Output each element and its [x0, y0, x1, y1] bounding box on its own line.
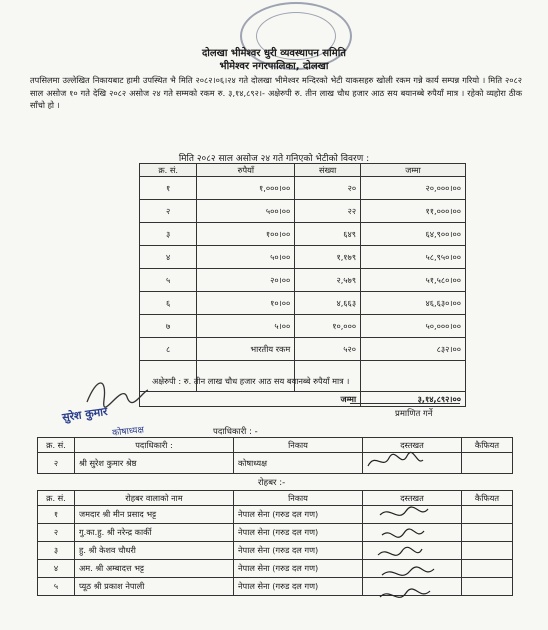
- amount-cell: ४६,६३०।००: [361, 292, 466, 315]
- count-cell: १०,०००: [295, 315, 361, 338]
- col-signature-header: दस्तखत: [363, 438, 462, 453]
- collection-table-title: मिति २०८२ साल असोज २४ गते गनिएको भेटीको विवरण :: [178, 154, 370, 164]
- officials-table: [37, 437, 513, 474]
- officials-heading: पदाधिकारी : -: [213, 427, 258, 437]
- handwritten-signature-icon: [365, 450, 425, 472]
- witness-name-cell: हु. श्री केशव चौधरी: [75, 542, 234, 560]
- remarks-cell: [462, 524, 513, 542]
- sn-cell: ४: [38, 560, 75, 578]
- sn-cell: २: [38, 453, 75, 474]
- total-row: [140, 392, 466, 407]
- body-cell: कोषाध्यक्ष: [234, 453, 363, 474]
- amount-cell: ८३२।००: [361, 338, 466, 361]
- witness-name-cell: गु.का.हु. श्री नरेन्द्र कार्की: [75, 524, 234, 542]
- total-label: जम्मा: [140, 392, 361, 407]
- body-cell: नेपाल सेना (गरुड दल गण): [234, 542, 363, 560]
- signatory-name: सुरेश कुमार: [61, 404, 109, 425]
- sn-cell: ६: [140, 292, 197, 315]
- col-witness-name-header: रोहबर वालाको नाम: [75, 491, 234, 506]
- witness-heading: रोहबर :-: [258, 478, 286, 488]
- body-cell: नेपाल सेना (गरुड दल गण): [234, 524, 363, 542]
- denomination-cell: १०।००: [197, 292, 295, 315]
- sn-cell: २: [140, 200, 197, 223]
- denomination-cell: भारतीय रकम: [197, 338, 295, 361]
- table-header-row: [38, 438, 513, 453]
- col-denomination-header: रुपैयाँ: [197, 164, 295, 177]
- intro-paragraph: तपसिलमा उल्लेखित निकायबाट हामी उपस्थित भै मिति २०८२।०६।२४ गते दोलखा भीमेश्वर मन्दिरको भेटी याकसहरु खोली रकम गन्ने कार्य सम्पन्न गरियो । मिति २०८२ साल असोज १० गते देखि २०८२ असोज २४ गते सम्मको रकम रु. ३,१४,८९२।- अक्षेरुपी रु. तीन लाख चौध हजार आठ सय बयानब्बे रुपैयाँ मात्र । रहेको व्यहोरा ठीक साँचो हो ।: [30, 75, 522, 110]
- table-row: [38, 453, 513, 474]
- sn-cell: ५: [140, 269, 197, 292]
- signatory-role: कोषाध्यक्ष: [111, 425, 145, 439]
- col-sn-header: क्र. सं.: [38, 438, 75, 453]
- amount-cell: ११,०००।००: [361, 200, 466, 223]
- sn-cell: २: [38, 524, 75, 542]
- sn-cell: ७: [140, 315, 197, 338]
- signature-line: [350, 403, 460, 404]
- denomination-cell: १००।००: [197, 223, 295, 246]
- total-value: ३,१४,८९२।००: [361, 392, 466, 407]
- col-body-header: निकाय: [234, 491, 363, 506]
- amount-cell: ६४,९००।००: [361, 223, 466, 246]
- body-cell: नेपाल सेना (गरुड दल गण): [234, 506, 363, 524]
- amount-in-words: अक्षेरुपी : रु. तीन लाख चौध हजार आठ सय बयानब्बे रुपैयाँ मात्र ।: [152, 376, 350, 386]
- col-sn-header: क्र. सं.: [140, 164, 197, 177]
- remarks-cell: [462, 542, 513, 560]
- sn-cell: १: [140, 177, 197, 200]
- sn-cell: ३: [38, 542, 75, 560]
- remarks-cell: [462, 506, 513, 524]
- denomination-cell: ५।००: [197, 315, 295, 338]
- table-row: [140, 292, 466, 315]
- count-cell: ४,६६३: [295, 292, 361, 315]
- denomination-cell: ५००।००: [197, 200, 295, 223]
- sn-cell: ५: [38, 578, 75, 596]
- witness-name-cell: अम. श्री अम्बादत्त भट्ट: [75, 560, 234, 578]
- sn-cell: १: [38, 506, 75, 524]
- col-official-header: पदाधिकारी :: [75, 438, 234, 453]
- col-sn-header: क्र. सं.: [38, 491, 75, 506]
- col-body-header: निकाय: [234, 438, 363, 453]
- count-cell: २,५७९: [295, 269, 361, 292]
- count-cell: ५२०: [295, 338, 361, 361]
- amount-cell: ५१,५८०।००: [361, 269, 466, 292]
- col-count-header: संख्या: [295, 164, 361, 177]
- table-row: [140, 177, 466, 200]
- amount-cell: २०,०००।००: [361, 177, 466, 200]
- verifier-label: प्रमाणित गर्ने: [395, 409, 433, 419]
- count-cell: २२: [295, 200, 361, 223]
- table-row: [140, 200, 466, 223]
- remarks-cell: [462, 453, 513, 474]
- table-row: [140, 246, 466, 269]
- sn-cell: ८: [140, 338, 197, 361]
- sn-cell: ४: [140, 246, 197, 269]
- remarks-cell: [462, 560, 513, 578]
- remarks-cell: [462, 578, 513, 596]
- table-row: [140, 338, 466, 361]
- body-cell: नेपाल सेना (गरुड दल गण): [234, 578, 363, 596]
- official-name-cell: श्री सुरेश कुमार श्रेष्ठ: [75, 453, 234, 474]
- body-cell: नेपाल सेना (गरुड दल गण): [234, 560, 363, 578]
- denomination-cell: २०।००: [197, 269, 295, 292]
- blank-cell: [361, 361, 466, 392]
- witness-name-cell: प्यूठ श्री प्रकाश नेपाली: [75, 578, 234, 596]
- table-row: [140, 223, 466, 246]
- count-cell: २०: [295, 177, 361, 200]
- table-header-row: [140, 164, 466, 177]
- count-cell: १,१७९: [295, 246, 361, 269]
- count-cell: ६४९: [295, 223, 361, 246]
- col-amount-header: जम्मा: [361, 164, 466, 177]
- witness-name-cell: जमदार श्री मीन प्रसाद भट्ट: [75, 506, 234, 524]
- header-municipality: भीमेश्वर नगरपालिका, दोलखा: [219, 61, 329, 72]
- col-signature-header: दस्तखत: [363, 491, 462, 506]
- denomination-cell: १,०००।००: [197, 177, 295, 200]
- table-row: [140, 269, 466, 292]
- amount-cell: ५८,९५०।००: [361, 246, 466, 269]
- table-header-row: [38, 491, 513, 506]
- witness-signatures-icon: [372, 505, 452, 615]
- collection-table: [139, 163, 466, 407]
- header-organization: दोलखा भीमेश्वर धुरी व्यवस्थापन समिति: [201, 48, 346, 59]
- denomination-cell: ५०।००: [197, 246, 295, 269]
- amount-cell: ५०,०००।००: [361, 315, 466, 338]
- col-remarks-header: कैफियत: [462, 491, 513, 506]
- sn-cell: ३: [140, 223, 197, 246]
- table-row: [140, 315, 466, 338]
- col-remarks-header: कैफियत: [462, 438, 513, 453]
